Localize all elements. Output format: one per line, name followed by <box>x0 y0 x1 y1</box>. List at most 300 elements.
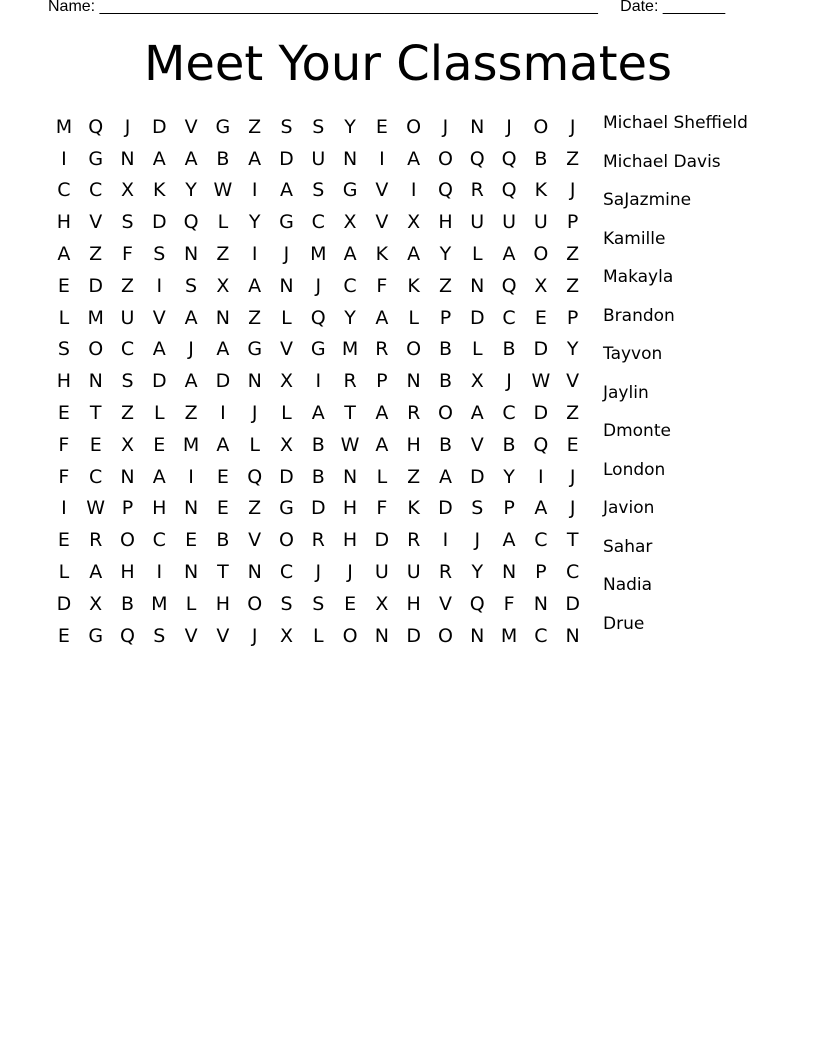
grid-letter: B <box>502 338 516 361</box>
grid-letter: Z <box>566 147 580 170</box>
grid-letter: G <box>247 338 263 361</box>
grid-letter: N <box>247 370 262 393</box>
word-list-item: Brandon <box>603 305 675 326</box>
grid-letter: J <box>569 465 576 488</box>
grid-letter: X <box>89 592 103 615</box>
word-list <box>603 110 748 649</box>
grid-letter: J <box>506 115 512 138</box>
grid-letter: C <box>502 306 516 329</box>
grid-letter: L <box>153 402 165 425</box>
grid-letter: S <box>57 338 70 361</box>
grid-letter: N <box>215 306 230 329</box>
grid-letter: O <box>406 338 422 361</box>
grid-letter: T <box>89 402 102 425</box>
grid-letter: T <box>566 529 579 552</box>
grid-letter: O <box>278 529 294 552</box>
grid-letter: C <box>279 561 294 584</box>
grid-letter: B <box>120 592 135 615</box>
grid-letter: C <box>152 529 166 552</box>
grid-letter: P <box>121 497 134 520</box>
grid-letter: A <box>248 274 262 297</box>
grid-letter: C <box>343 274 357 297</box>
word-list-item: Jaylin <box>603 382 649 403</box>
grid-letter: Q <box>183 211 199 234</box>
grid-letter: J <box>347 561 353 584</box>
grid-letter: I <box>156 561 163 584</box>
grid-letter: X <box>534 274 548 297</box>
grid-letter: Z <box>89 243 103 266</box>
word-list-item: Tayvon <box>603 344 663 364</box>
grid-letter: L <box>281 306 292 329</box>
word-list-item: Kamille <box>603 228 666 249</box>
grid-letter: F <box>58 433 70 456</box>
grid-letter: M <box>151 592 168 615</box>
grid-letter: C <box>502 402 516 425</box>
grid-letter: R <box>407 529 421 552</box>
grid-letter: C <box>89 465 103 488</box>
grid-letter: E <box>375 115 388 138</box>
grid-letter: J <box>315 561 322 584</box>
grid-letter: I <box>538 465 544 488</box>
grid-letter: V <box>184 115 198 138</box>
grid-letter: D <box>533 402 549 425</box>
grid-letter: V <box>566 370 580 393</box>
grid-letter: L <box>58 561 70 584</box>
grid-letter: F <box>58 465 70 488</box>
grid-letter: H <box>215 592 231 615</box>
grid-letter: Y <box>344 115 356 138</box>
grid-letter: Q <box>469 147 485 170</box>
grid-letter: Z <box>566 274 580 297</box>
grid-letter: Z <box>216 243 230 266</box>
grid-letter: K <box>375 243 389 266</box>
grid-letter: A <box>152 338 166 361</box>
grid-letter: L <box>408 306 419 329</box>
grid-letter: D <box>56 592 72 615</box>
grid-letter: J <box>188 338 194 361</box>
grid-letter: Q <box>469 592 485 615</box>
grid-letter: X <box>120 433 134 456</box>
grid-letter: Z <box>184 402 198 425</box>
grid-letter: J <box>251 402 258 425</box>
grid-letter: N <box>342 465 358 488</box>
grid-letter: Y <box>344 306 356 329</box>
grid-letter: D <box>565 592 580 615</box>
grid-letter: S <box>280 592 293 615</box>
grid-letter: I <box>379 147 385 170</box>
grid-letter: Z <box>120 402 134 425</box>
grid-letter: P <box>376 370 388 393</box>
grid-letter: S <box>153 243 166 266</box>
grid-letter: M <box>310 243 327 266</box>
grid-letter: W <box>340 433 360 456</box>
grid-letter: P <box>439 306 452 329</box>
grid-letter: A <box>184 370 198 393</box>
grid-letter: N <box>183 243 199 266</box>
grid-letter: I <box>315 370 322 393</box>
grid-letter: A <box>152 465 166 488</box>
grid-letter: P <box>535 561 547 584</box>
grid-letter: U <box>120 306 135 329</box>
grid-letter: O <box>437 402 453 425</box>
grid-letter: V <box>89 211 103 234</box>
grid-letter: O <box>247 592 263 615</box>
grid-letter: A <box>438 465 452 488</box>
grid-letter: A <box>216 433 230 456</box>
grid-letter: V <box>216 624 230 647</box>
grid-letter: O <box>342 624 358 647</box>
word-list-item: Nadia <box>603 575 653 595</box>
word-list-item: Javion <box>603 498 655 518</box>
grid-letter: A <box>311 402 325 425</box>
grid-letter: O <box>437 624 453 647</box>
grid-letter: V <box>438 592 452 615</box>
grid-letter: N <box>470 115 485 138</box>
grid-letter: A <box>57 243 71 266</box>
grid-letter: L <box>281 402 292 425</box>
grid-letter: J <box>442 115 449 138</box>
grid-letter: A <box>407 243 421 266</box>
grid-letter: I <box>61 147 67 170</box>
grid-letter: M <box>500 624 518 647</box>
grid-letter: D <box>215 370 231 393</box>
grid-letter: Y <box>471 561 484 584</box>
grid-letter: E <box>185 529 198 552</box>
grid-letter: N <box>374 624 389 647</box>
grid-letter: X <box>407 211 421 234</box>
grid-letter: X <box>279 433 293 456</box>
grid-letter: K <box>534 179 548 202</box>
grid-letter: D <box>151 370 167 393</box>
grid-letter: F <box>376 274 388 297</box>
grid-letter: J <box>569 115 576 138</box>
grid-letter: N <box>120 147 135 170</box>
grid-letter: K <box>407 274 420 297</box>
grid-letter: M <box>341 338 359 361</box>
grid-letter: Q <box>501 179 517 202</box>
grid-letter: V <box>375 179 389 202</box>
grid-letter: K <box>153 179 166 202</box>
grid-letter: J <box>569 179 576 202</box>
grid-letter: S <box>312 179 325 202</box>
grid-letter: G <box>279 497 294 520</box>
grid-letter: A <box>502 243 516 266</box>
grid-letter: D <box>279 465 294 488</box>
grid-letter: N <box>501 561 517 584</box>
grid-letter: L <box>471 243 483 266</box>
grid-letter: I <box>220 402 226 425</box>
grid-letter: E <box>57 402 70 425</box>
grid-letter: N <box>470 274 485 297</box>
grid-letter: E <box>566 433 579 456</box>
grid-letter: O <box>406 115 422 138</box>
grid-letter: Q <box>310 306 326 329</box>
grid-letter: H <box>152 497 167 520</box>
grid-letter: B <box>502 433 516 456</box>
grid-letter: X <box>279 624 293 647</box>
word-list-item: Makayla <box>603 267 674 287</box>
letter-grid <box>48 111 589 652</box>
grid-letter: B <box>438 433 452 456</box>
grid-letter: S <box>153 624 166 647</box>
grid-letter: O <box>88 338 104 361</box>
grid-letter: S <box>312 115 325 138</box>
grid-letter: L <box>58 306 70 329</box>
grid-letter: U <box>470 211 485 234</box>
grid-letter: R <box>438 561 453 584</box>
grid-letter: Y <box>185 179 197 202</box>
grid-letter: A <box>216 338 230 361</box>
grid-letter: D <box>310 497 326 520</box>
grid-letter: J <box>124 115 131 138</box>
grid-letter: H <box>342 497 358 520</box>
grid-letter: B <box>311 465 325 488</box>
grid-letter: G <box>279 211 294 234</box>
grid-letter: Z <box>248 497 262 520</box>
grid-letter: V <box>279 338 293 361</box>
grid-letter: N <box>247 561 262 584</box>
grid-letter: X <box>216 274 230 297</box>
grid-letter: W <box>213 179 233 202</box>
grid-letter: N <box>88 370 103 393</box>
grid-letter: A <box>89 561 103 584</box>
grid-letter: O <box>533 243 549 266</box>
grid-letter: E <box>89 433 102 456</box>
grid-letter: F <box>376 497 388 520</box>
grid-letter: G <box>342 179 358 202</box>
grid-letter: J <box>315 274 322 297</box>
grid-letter: Z <box>248 306 262 329</box>
date-field-label: Date: _______ <box>620 0 726 15</box>
grid-letter: C <box>566 561 580 584</box>
grid-letter: A <box>407 147 421 170</box>
grid-letter: C <box>57 179 71 202</box>
grid-letter: X <box>470 370 484 393</box>
grid-letter: Y <box>566 338 579 361</box>
word-list-item: Drue <box>603 613 645 634</box>
grid-letter: M <box>182 433 200 456</box>
grid-letter: Z <box>248 115 262 138</box>
grid-letter: R <box>311 529 325 552</box>
grid-letter: L <box>471 338 483 361</box>
grid-letter: L <box>249 433 260 456</box>
grid-letter: X <box>279 370 293 393</box>
grid-letter: Z <box>566 243 580 266</box>
grid-letter: D <box>88 274 104 297</box>
grid-letter: O <box>437 147 453 170</box>
word-list-item: Dmonte <box>603 421 671 441</box>
grid-letter: P <box>503 497 515 520</box>
grid-letter: Q <box>533 433 549 456</box>
grid-letter: E <box>344 592 357 615</box>
grid-letter: A <box>534 497 548 520</box>
grid-letter: G <box>88 147 104 170</box>
word-list-item: SaJazmine <box>603 190 692 210</box>
grid-letter: V <box>248 529 262 552</box>
grid-letter: A <box>184 147 198 170</box>
grid-letter: E <box>216 465 229 488</box>
grid-letter: A <box>375 433 389 456</box>
grid-letter: H <box>120 561 135 584</box>
grid-letter: B <box>216 529 230 552</box>
grid-letter: E <box>534 306 547 329</box>
grid-letter: O <box>533 115 549 138</box>
grid-letter: D <box>374 529 390 552</box>
grid-letter: R <box>343 370 357 393</box>
grid-letter: C <box>311 211 325 234</box>
grid-letter: I <box>188 465 194 488</box>
grid-letter: Q <box>247 465 263 488</box>
grid-letter: Q <box>501 147 517 170</box>
grid-letter: S <box>312 592 325 615</box>
grid-letter: Z <box>438 274 452 297</box>
grid-letter: I <box>251 179 258 202</box>
grid-letter: E <box>153 433 166 456</box>
grid-letter: L <box>217 211 229 234</box>
grid-letter: R <box>375 338 389 361</box>
grid-letter: R <box>470 179 484 202</box>
grid-letter: D <box>151 115 167 138</box>
grid-letter: W <box>531 370 551 393</box>
grid-letter: D <box>151 211 167 234</box>
grid-letter: G <box>88 624 104 647</box>
grid-letter: A <box>279 179 293 202</box>
grid-letter: J <box>283 243 290 266</box>
word-list-item: London <box>603 459 666 480</box>
grid-letter: B <box>311 433 325 456</box>
grid-letter: Q <box>120 624 135 647</box>
grid-letter: U <box>374 561 389 584</box>
grid-letter: G <box>310 338 326 361</box>
grid-letter: O <box>120 529 135 552</box>
grid-letter: T <box>344 402 356 425</box>
grid-letter: H <box>438 211 453 234</box>
grid-letter: C <box>89 179 103 202</box>
grid-letter: Y <box>439 243 452 266</box>
grid-letter: A <box>470 402 484 425</box>
grid-letter: Y <box>248 211 261 234</box>
grid-letter: K <box>407 497 420 520</box>
grid-letter: J <box>569 497 576 520</box>
grid-letter: A <box>152 147 166 170</box>
grid-letter: J <box>251 624 258 647</box>
grid-letter: N <box>470 624 485 647</box>
grid-letter: J <box>506 370 512 393</box>
grid-letter: L <box>376 465 388 488</box>
grid-letter: V <box>184 624 198 647</box>
grid-letter: V <box>375 211 389 234</box>
grid-letter: R <box>407 402 421 425</box>
grid-letter: N <box>406 370 421 393</box>
grid-letter: S <box>121 211 134 234</box>
grid-letter: I <box>251 243 258 266</box>
page-title: Meet Your Classmates <box>143 36 673 92</box>
grid-letter: B <box>438 338 452 361</box>
grid-letter: D <box>533 338 549 361</box>
grid-letter: I <box>410 179 417 202</box>
grid-letter: U <box>502 211 517 234</box>
grid-letter: W <box>86 497 106 520</box>
grid-letter: F <box>122 243 133 266</box>
grid-letter: C <box>120 338 135 361</box>
grid-letter: I <box>156 274 163 297</box>
grid-letter: S <box>471 497 484 520</box>
grid-letter: T <box>217 561 229 584</box>
grid-letter: I <box>61 497 67 520</box>
grid-letter: U <box>406 561 421 584</box>
grid-letter: L <box>185 592 197 615</box>
grid-letter: B <box>438 370 452 393</box>
grid-letter: U <box>311 147 326 170</box>
grid-letter: C <box>534 624 548 647</box>
grid-letter: Q <box>437 179 453 202</box>
grid-letter: A <box>502 529 516 552</box>
grid-letter: S <box>121 370 134 393</box>
grid-letter: N <box>533 592 548 615</box>
grid-letter: D <box>469 465 485 488</box>
grid-letter: B <box>534 147 548 170</box>
grid-letter: A <box>375 402 389 425</box>
grid-letter: A <box>343 243 357 266</box>
grid-letter: J <box>474 529 481 552</box>
grid-letter: Y <box>503 465 515 488</box>
grid-letter: D <box>469 306 485 329</box>
grid-letter: E <box>57 274 70 297</box>
grid-letter: A <box>375 306 389 329</box>
grid-letter: U <box>533 211 548 234</box>
grid-letter: E <box>216 497 229 520</box>
grid-letter: A <box>184 306 198 329</box>
grid-letter: H <box>56 211 72 234</box>
grid-letter: S <box>280 115 293 138</box>
grid-letter: D <box>279 147 294 170</box>
grid-letter: X <box>120 179 134 202</box>
grid-letter: D <box>406 624 421 647</box>
grid-letter: H <box>56 370 72 393</box>
grid-letter: Q <box>88 115 104 138</box>
grid-letter: P <box>566 306 579 329</box>
grid-letter: Z <box>566 402 580 425</box>
grid-letter: N <box>183 497 199 520</box>
grid-letter: V <box>470 433 484 456</box>
grid-letter: D <box>438 497 453 520</box>
grid-letter: X <box>343 211 357 234</box>
grid-letter: R <box>89 529 103 552</box>
grid-letter: L <box>312 624 324 647</box>
grid-letter: Z <box>407 465 421 488</box>
grid-letter: Z <box>120 274 134 297</box>
grid-letter: H <box>342 529 358 552</box>
grid-letter: P <box>566 211 579 234</box>
grid-letter: N <box>342 147 358 170</box>
grid-letter: B <box>216 147 230 170</box>
word-list-item: Michael Sheffield <box>603 113 748 133</box>
grid-letter: I <box>442 529 449 552</box>
grid-letter: N <box>183 561 199 584</box>
header-line <box>48 0 725 16</box>
grid-letter: N <box>120 465 135 488</box>
grid-letter: M <box>55 115 73 138</box>
grid-letter: G <box>215 115 231 138</box>
grid-letter: N <box>279 274 294 297</box>
grid-letter: A <box>248 147 262 170</box>
grid-letter: N <box>565 624 580 647</box>
grid-letter: H <box>406 592 421 615</box>
grid-letter: E <box>57 529 70 552</box>
word-list-item: Michael Davis <box>603 151 721 172</box>
grid-letter: H <box>406 433 421 456</box>
grid-letter: M <box>87 306 104 329</box>
